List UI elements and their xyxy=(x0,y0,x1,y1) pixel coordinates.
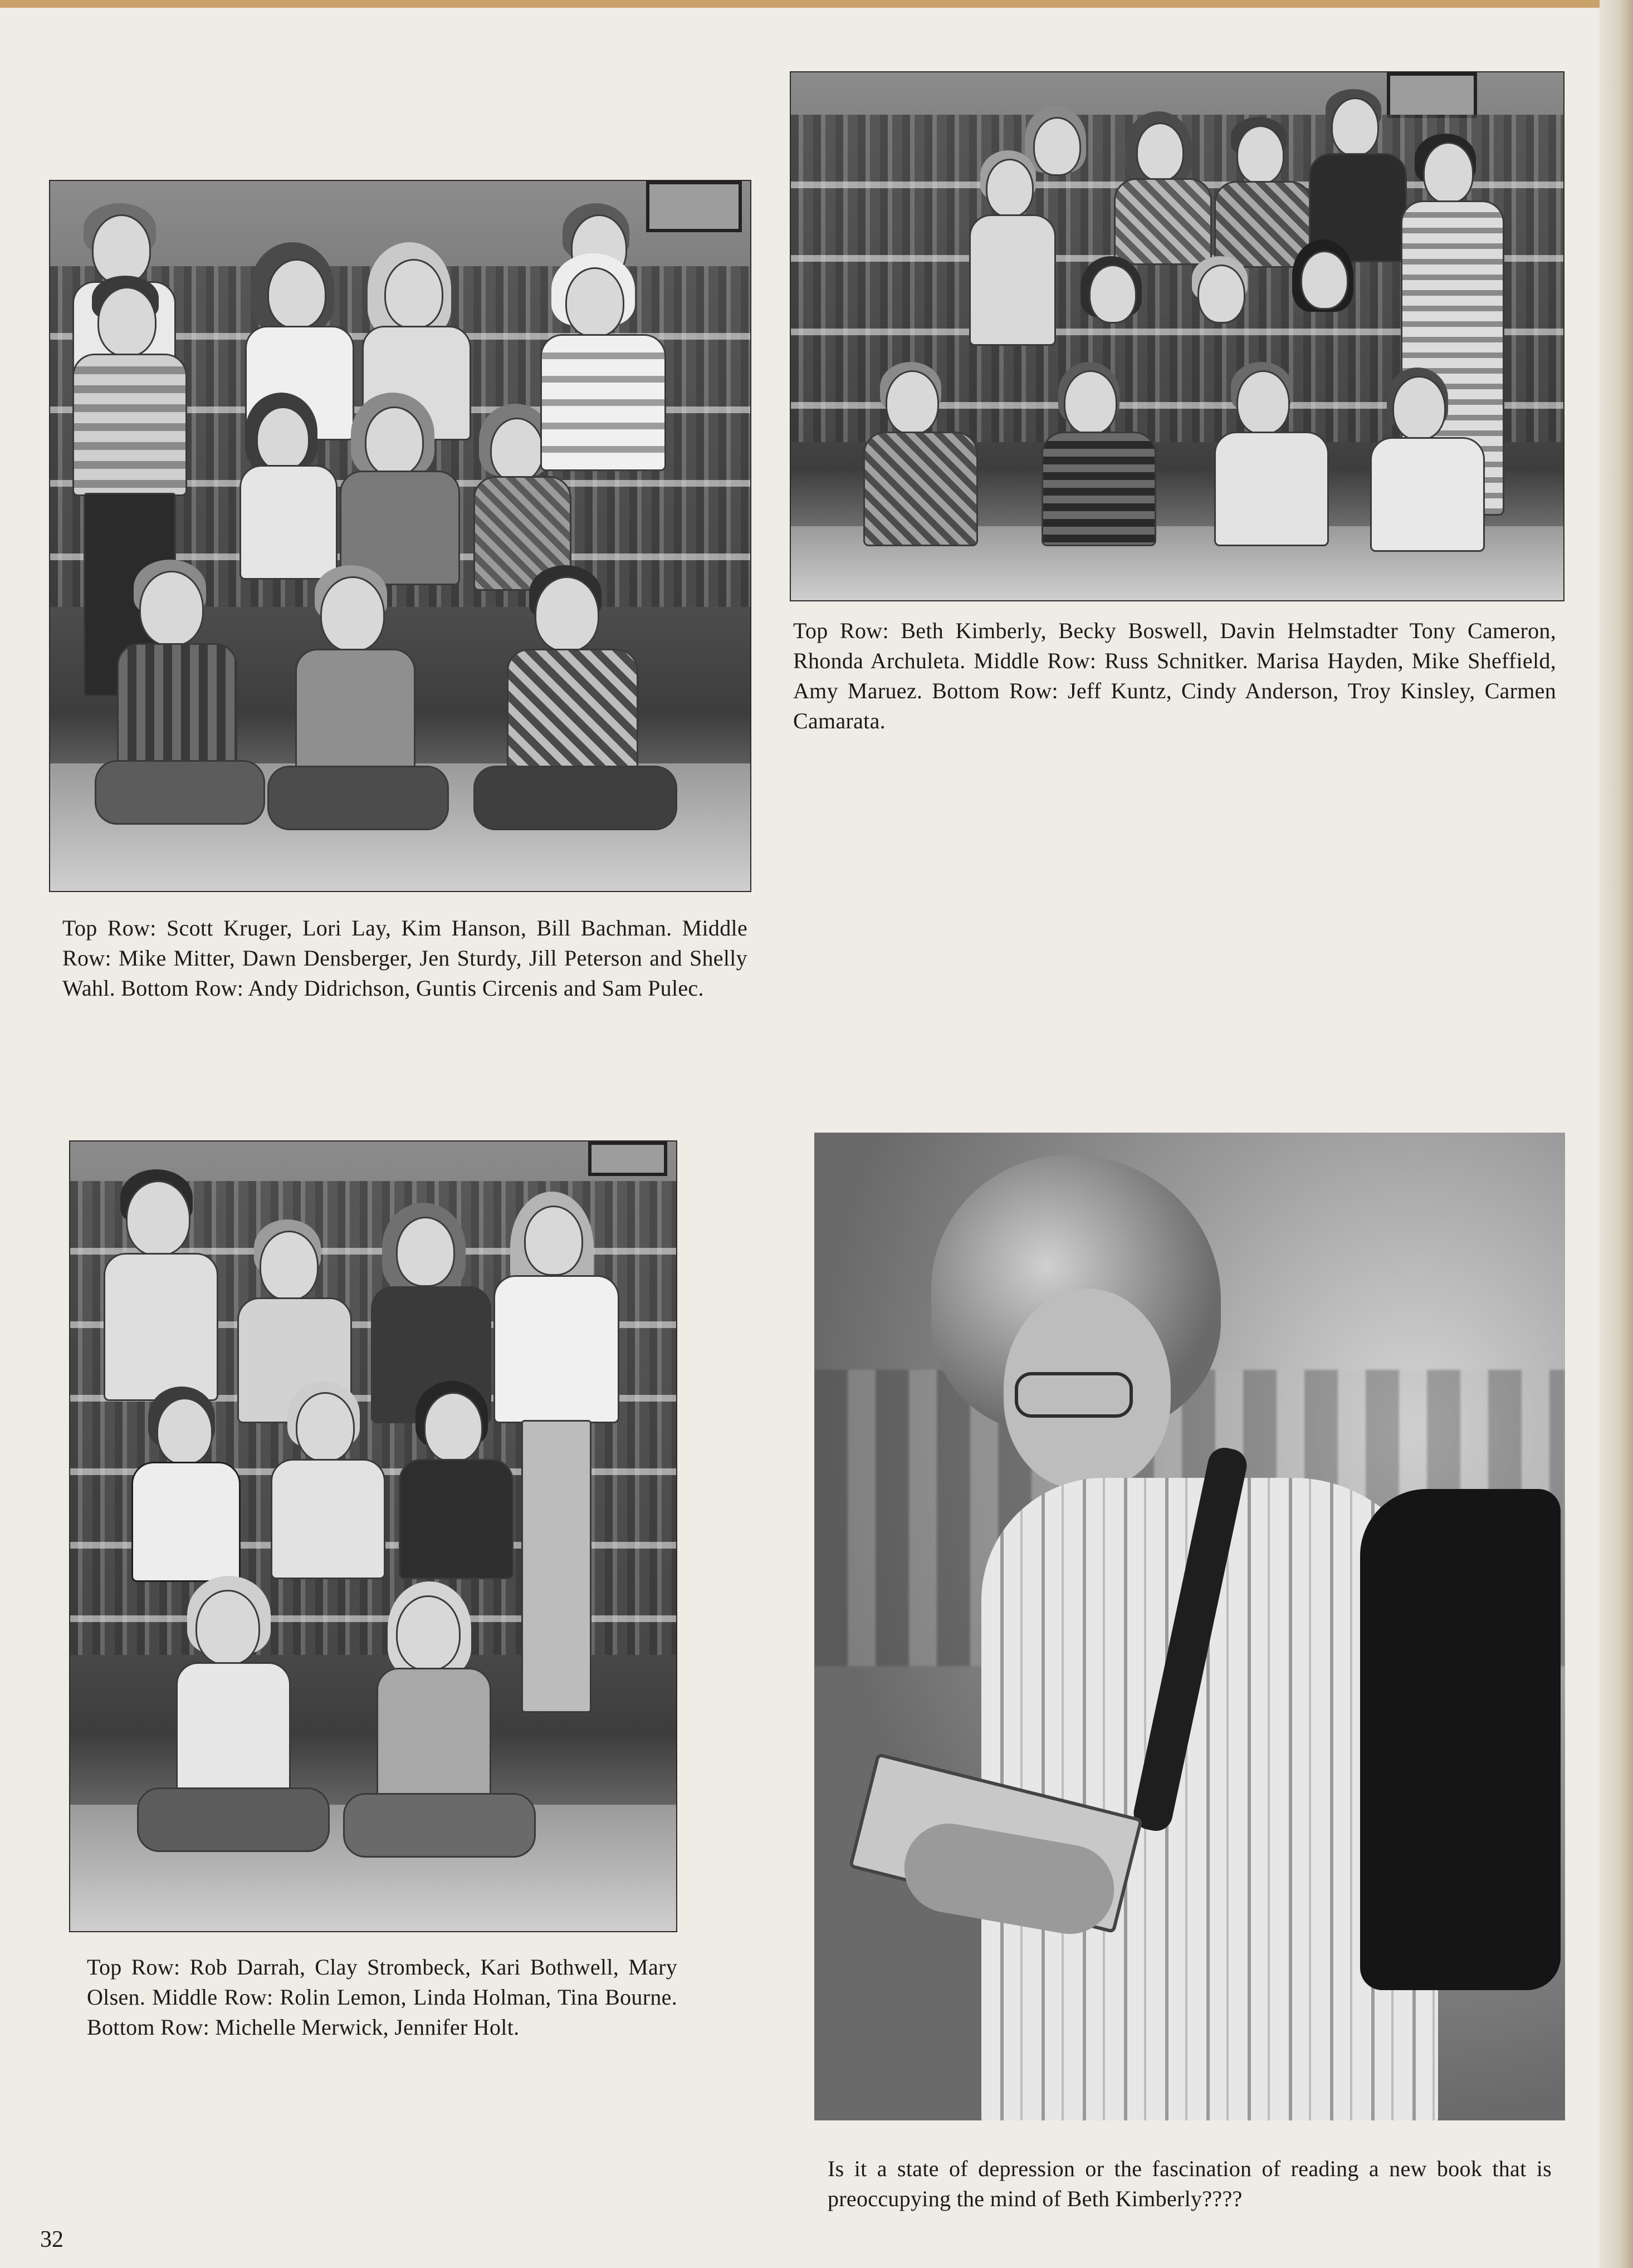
page-edge-top xyxy=(0,0,1633,8)
caption-reading-photo: Is it a state of depression or the fascination of reading a new book that is preoccupying the mind of Beth Kimberly???? xyxy=(828,2156,1552,2211)
backpack xyxy=(1360,1489,1561,1990)
page-binding-edge xyxy=(1600,0,1633,2268)
group-photo-bottom-left xyxy=(69,1140,677,1932)
wall-frame xyxy=(1387,72,1477,118)
group-photo-top-right xyxy=(790,71,1564,601)
caption-group-3: Top Row: Rob Darrah, Clay Strombeck, Kari Bothwell, Mary Olsen. Middle Row: Rolin Lemon, Linda Holman, Tina Bourne. Bottom Row: Michelle Merwick, Jennifer Holt. xyxy=(87,1955,677,2040)
wall-frame xyxy=(646,181,742,232)
glasses-icon xyxy=(1015,1372,1133,1418)
group-photo-top-left xyxy=(49,180,751,892)
caption-group-1: Top Row: Scott Kruger, Lori Lay, Kim Hanson, Bill Bachman. Middle Row: Mike Mitter, Dawn Densberger, Jen Sturdy, Jill Peterson and Shelly Wahl. Bottom Row: Andy Didrichson, Guntis Circenis and Sam Pulec. xyxy=(62,915,747,1001)
caption-group-2: Top Row: Beth Kimberly, Becky Boswell, Davin Helmstadter Tony Cameron, Rhonda Archuleta. Middle Row: Russ Schnitker. Marisa Hayden, Mike Sheffield, Amy Maruez. Bottom Row: Jeff Kuntz, Cindy Anderson, Troy Kinsley, Carmen Camarata. xyxy=(793,618,1556,733)
candid-reading-photo xyxy=(814,1133,1565,2120)
wall-frame xyxy=(588,1142,667,1176)
page-number: 32 xyxy=(40,2227,63,2252)
